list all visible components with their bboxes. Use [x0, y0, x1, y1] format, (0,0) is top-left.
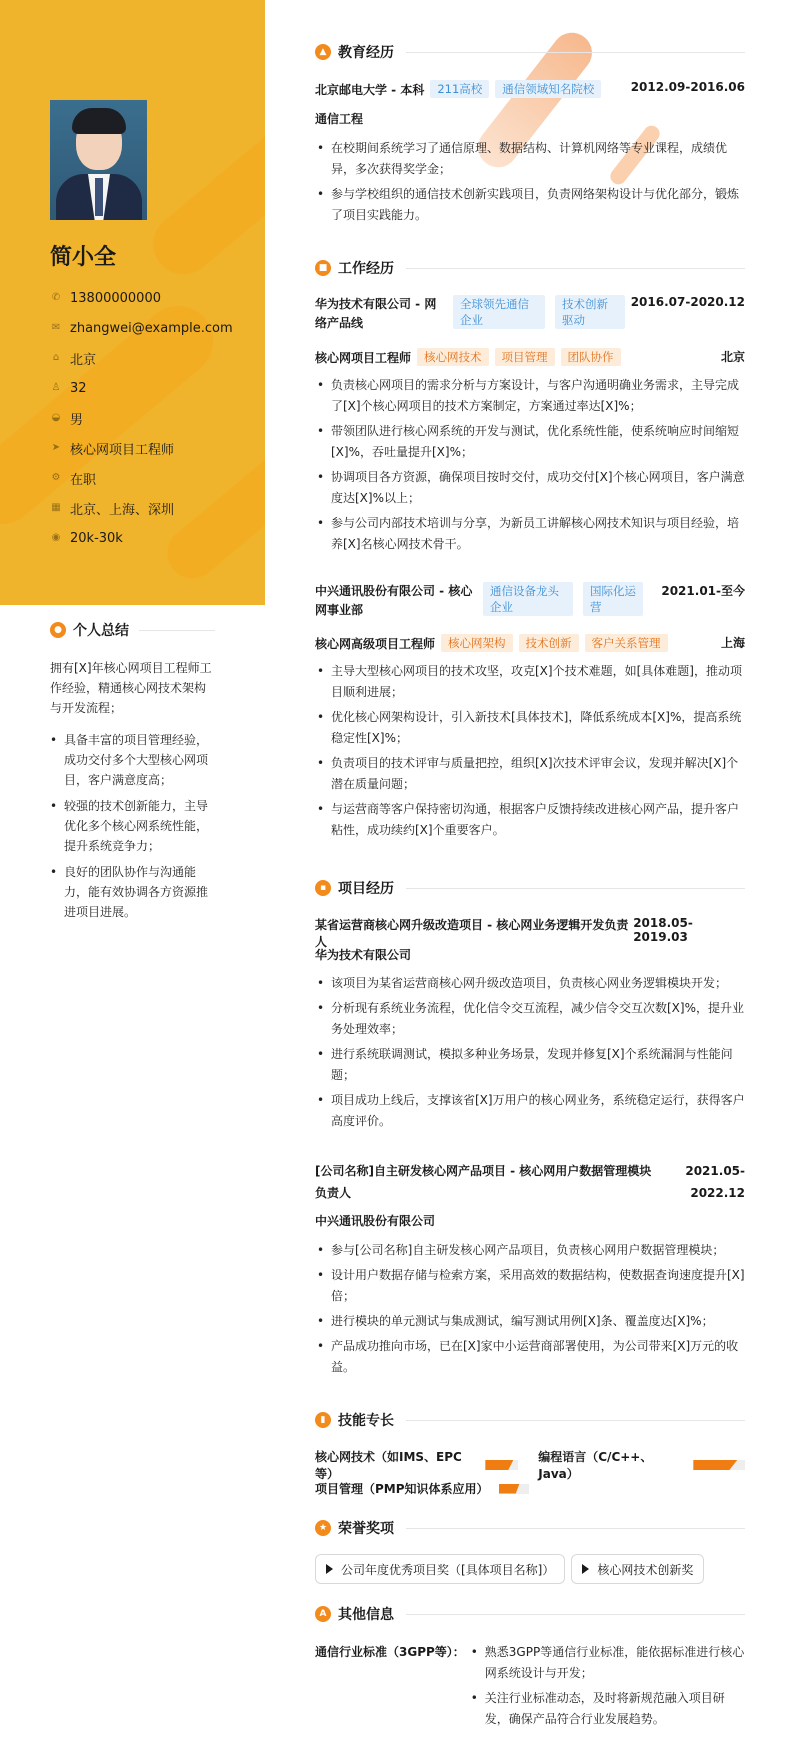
grid-icon: ▪ — [315, 880, 331, 896]
project-points — [315, 1240, 745, 1382]
company-name: 华为技术有限公司 - 网络产品线 — [315, 297, 437, 330]
job-date: 2021.01-至今 — [661, 584, 745, 598]
list-item: • 带领团队进行核心网系统的开发与测试，优化系统性能，使系统响应时间缩短[X]%，吞吐量提升[X]%； — [315, 421, 745, 463]
list-item: • 参与公司内部技术培训与分享，为新员工讲解核心网技术知识与项目经验，培养[X]名核心网技术骨干。 — [315, 513, 745, 555]
home-icon: ⌂ — [52, 352, 60, 363]
candidate-name: 简小全 — [50, 245, 117, 270]
user-icon: ● — [50, 622, 66, 638]
list-item: • 分析现有系统业务流程，优化信令交互流程，减少信令交互次数[X]%，提升业务处理效率； — [315, 998, 745, 1040]
list-item: • 与运营商等客户保持密切沟通，根据客户反馈持续改进核心网产品，提升客户粘性，成功续约[X]个重要客户。 — [315, 799, 745, 841]
school-name: 北京邮电大学 - 本科 — [315, 82, 425, 97]
list-item: • 进行模块的单元测试与集成测试，编写测试用例[X]条、覆盖度达[X]%； — [315, 1311, 745, 1332]
list-item: • 进行系统联调测试，模拟多种业务场景，发现并修复[X]个系统漏洞与性能问题； — [315, 1044, 745, 1086]
education-date: 2012.09-2016.06 — [630, 80, 745, 94]
project-company: 中兴通讯股份有限公司 — [315, 1214, 436, 1228]
company-name: 中兴通讯股份有限公司 - 核心网事业部 — [315, 584, 473, 617]
company-tag: 国际化运营 — [583, 582, 643, 616]
section-title: 工作经历 — [338, 261, 394, 277]
building-icon: ▦ — [51, 502, 61, 513]
info-item — [50, 313, 233, 343]
project-header — [315, 916, 745, 950]
summary-title: 个人总结 — [73, 623, 129, 639]
list-item: • 协调项目各方资源，确保项目按时交付，成功交付[X]个核心网项目，客户满意度达[X]%以上； — [315, 467, 745, 509]
skill-tag: 技术创新 — [519, 634, 579, 652]
sidebar-header — [0, 0, 265, 605]
skill-name: 项目管理（PMP知识体系应用） — [315, 1482, 489, 1496]
skill-tag: 项目管理 — [495, 348, 555, 366]
list-item: • 关注行业标准动态，及时将新规范融入项目研发，确保产品符合行业发展趋势。 — [469, 1688, 745, 1730]
skill-tag: 核心网架构 — [441, 634, 513, 652]
school-tag: 通信领域知名院校 — [495, 80, 601, 98]
avatar — [50, 100, 147, 220]
gender-icon: ◒ — [51, 412, 61, 423]
summary-intro: 拥有[X]年核心网项目工程师工作经验，精通核心网技术架构与开发流程； — [50, 661, 212, 715]
list-item: • 产品成功推向市场，已在[X]家中小运营商部署使用，为公司带来[X]万元的收益。 — [315, 1336, 745, 1378]
info-value: zhangwei@example.com — [70, 320, 233, 336]
list-item: • 熟悉3GPP等通信行业标准，能依据标准进行核心网系统设计与开发； — [469, 1642, 745, 1684]
info-item — [50, 433, 233, 463]
mail-icon: ✉ — [51, 322, 61, 333]
skills-heading — [315, 1410, 745, 1430]
personal-summary-section — [50, 620, 215, 928]
info-value: 20k-30k — [70, 530, 123, 546]
section-title: 技能专长 — [338, 1413, 394, 1429]
job-role-row — [315, 634, 745, 652]
list-item: • 具备丰富的项目管理经验，成功交付多个大型核心网项目，客户满意度高； — [50, 730, 215, 790]
skill-name: 核心网技术（如IMS、EPC等） — [315, 1450, 462, 1481]
list-item: • 优化核心网架构设计，引入新技术[具体技术]，降低系统成本[X]%，提高系统稳定性[X]%； — [315, 707, 745, 749]
list-item: • 良好的团队协作与沟通能力，能有效协调各方资源推进项目进展。 — [50, 862, 215, 922]
project-header — [315, 1160, 745, 1204]
project-date: 2021.05-2022.12 — [685, 1164, 745, 1200]
award-item — [315, 1554, 565, 1584]
job-city: 北京 — [720, 350, 745, 364]
other-heading — [315, 1604, 745, 1624]
job-points — [315, 375, 745, 559]
skills-row — [315, 1448, 745, 1482]
info-value: 北京 — [70, 352, 97, 368]
summary-points — [50, 730, 215, 922]
section-title: 荣誉奖项 — [338, 1521, 394, 1537]
school-tag: 211高校 — [430, 80, 489, 98]
skills-row — [315, 1480, 745, 1497]
job-date: 2016.07-2020.12 — [630, 295, 745, 309]
job-city: 上海 — [720, 636, 745, 650]
skill-tag: 核心网技术 — [417, 348, 489, 366]
play-icon — [326, 1564, 333, 1574]
other-label: 通信行业标准（3GPP等）： — [315, 1645, 465, 1659]
awards-heading — [315, 1518, 745, 1538]
job-header — [315, 582, 745, 620]
other-info-row — [315, 1642, 745, 1734]
salary-icon: ◉ — [51, 532, 61, 543]
education-points — [315, 138, 745, 230]
job-role: 核心网高级项目工程师 — [315, 636, 436, 651]
list-item: • 该项目为某省运营商核心网升级改造项目，负责核心网业务逻辑模块开发； — [315, 973, 745, 994]
info-item — [50, 523, 233, 553]
graduation-cap-icon: ▲ — [315, 44, 331, 60]
list-item: • 设计用户数据存储与检索方案，采用高效的数据结构，使数据查询速度提升[X]倍； — [315, 1265, 745, 1307]
list-item: • 在校期间系统学习了通信原理、数据结构、计算机网络等专业课程，成绩优异，多次获得奖学金； — [315, 138, 745, 180]
project-points — [315, 973, 745, 1136]
skill-level-bar — [693, 1460, 745, 1470]
job-role: 核心网项目工程师 — [315, 350, 412, 365]
info-item — [50, 493, 233, 523]
info-item — [50, 373, 233, 403]
info-item — [50, 343, 233, 373]
other-points — [469, 1642, 745, 1734]
info-value: 北京、上海、深圳 — [70, 502, 175, 518]
company-tag: 技术创新驱动 — [555, 295, 625, 329]
info-icon: A — [315, 1606, 331, 1622]
award-label: 核心网技术创新奖 — [597, 1562, 694, 1577]
list-item: • 负责项目的技术评审与质量把控，组织[X]次技术评审会议，发现并解决[X]个潜在质量问题； — [315, 753, 745, 795]
info-value: 核心网项目工程师 — [70, 442, 175, 458]
award-label: 公司年度优秀项目奖（[具体项目名称]） — [341, 1562, 555, 1577]
list-item: • 项目成功上线后，支撑该省[X]万用户的核心网业务，系统稳定运行，获得客户高度评价。 — [315, 1090, 745, 1132]
list-item: • 参与[公司名称]自主研发核心网产品项目，负责核心网用户数据管理模块； — [315, 1240, 745, 1261]
awards-list — [315, 1554, 745, 1584]
medal-icon: ★ — [315, 1520, 331, 1536]
project-name: [公司名称]自主研发核心网产品项目 - 核心网用户数据管理模块负责人 — [315, 1164, 652, 1200]
skill-level-bar — [499, 1484, 529, 1494]
job-points — [315, 661, 745, 845]
work-heading — [315, 258, 745, 278]
project-company: 华为技术有限公司 — [315, 948, 412, 962]
briefcase-icon: ■ — [315, 260, 331, 276]
skill-level-bar — [485, 1460, 518, 1470]
info-value: 13800000000 — [70, 290, 161, 306]
skill-tag: 团队协作 — [561, 348, 621, 366]
education-row — [315, 80, 745, 98]
bar-chart-icon: ▮ — [315, 1412, 331, 1428]
company-tag: 通信设备龙头企业 — [483, 582, 573, 616]
list-item: • 较强的技术创新能力，主导优化多个核心网系统性能，提升系统竞争力； — [50, 796, 215, 856]
section-title: 教育经历 — [338, 45, 394, 61]
info-value: 男 — [70, 412, 84, 428]
age-icon: ♙ — [51, 382, 61, 393]
play-icon — [582, 1564, 589, 1574]
company-tag: 全球领先通信企业 — [453, 295, 545, 329]
job-header — [315, 295, 745, 333]
project-date: 2018.05-2019.03 — [633, 916, 693, 944]
skill-tag: 客户关系管理 — [585, 634, 668, 652]
projects-heading — [315, 878, 745, 898]
info-item — [50, 463, 233, 493]
status-icon: ⚙ — [51, 472, 61, 483]
info-item — [50, 283, 233, 313]
section-title: 其他信息 — [338, 1607, 394, 1623]
list-item: • 主导大型核心网项目的技术攻坚，攻克[X]个技术难题，如[具体难题]，推动项目顺利进展； — [315, 661, 745, 703]
section-title: 项目经历 — [338, 881, 394, 897]
major: 通信工程 — [315, 112, 364, 126]
education-heading — [315, 42, 745, 62]
award-item — [571, 1554, 704, 1584]
list-item: • 负责核心网项目的需求分析与方案设计，与客户沟通明确业务需求，主导完成了[X]个核心网项目的技术方案制定，方案通过率达[X]%； — [315, 375, 745, 417]
list-item: • 参与学校组织的通信技术创新实践项目，负责网络架构设计与优化部分，锻炼了项目实践能力。 — [315, 184, 745, 226]
project-name: 某省运营商核心网升级改造项目 - 核心网业务逻辑开发负责人 — [315, 918, 629, 949]
info-value: 32 — [70, 380, 87, 396]
info-item — [50, 403, 233, 433]
job-role-row — [315, 348, 745, 366]
phone-icon: ✆ — [51, 292, 61, 303]
skill-name: 编程语言（C/C++、Java） — [538, 1450, 653, 1481]
info-value: 在职 — [70, 472, 97, 488]
send-icon: ➤ — [51, 442, 61, 453]
contact-info-list — [50, 283, 233, 553]
